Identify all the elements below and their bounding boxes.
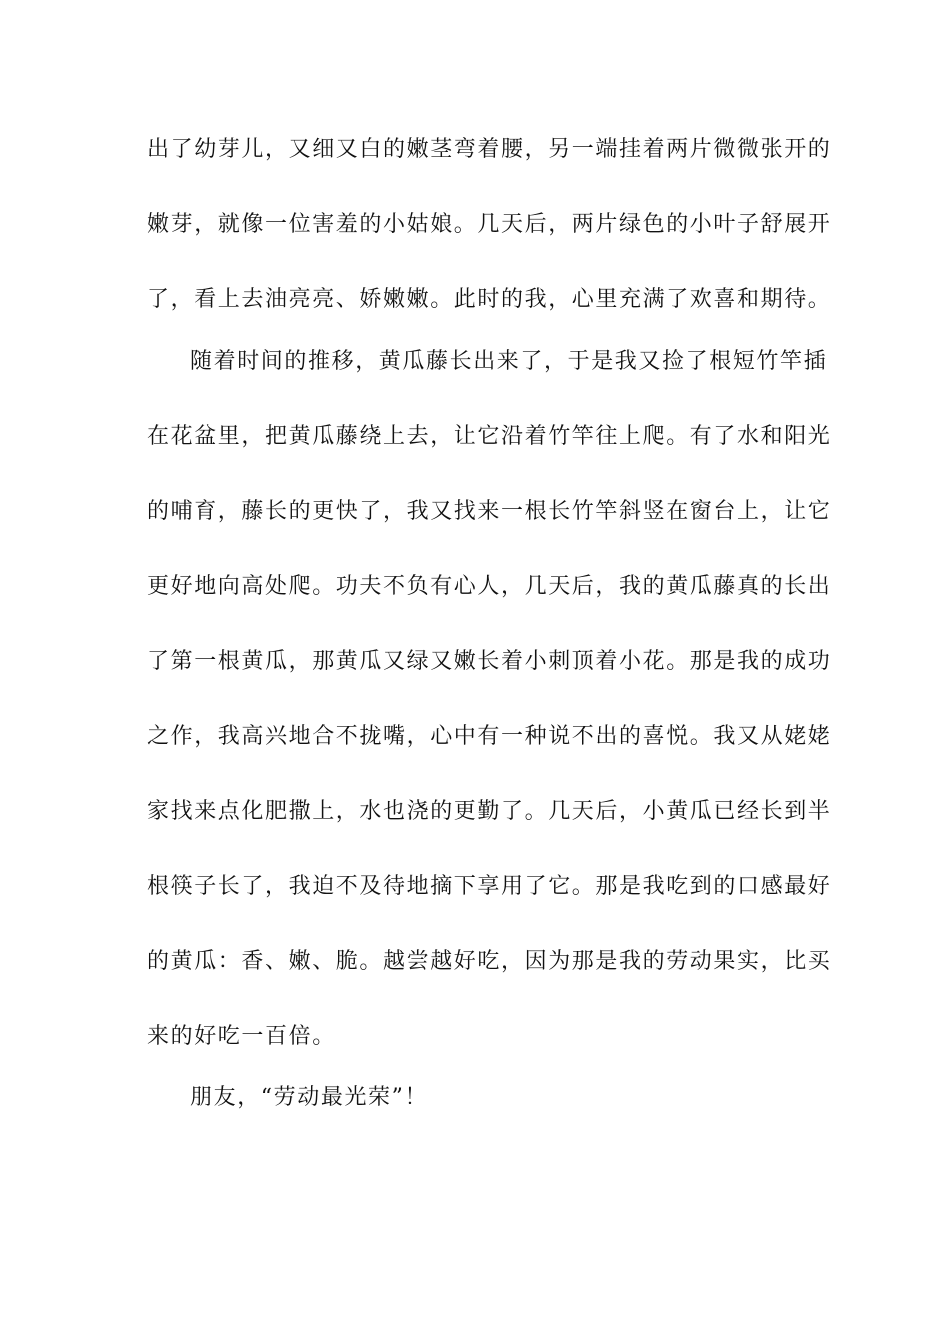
body-text-line: 的黄瓜：香、嫩、脆。越尝越好吃，因为那是我的劳动果实，比买 [147,949,832,974]
closing-paragraph: 朋友，“劳动最光荣”！ [190,1085,429,1110]
body-text-line: 的哺育，藤长的更快了，我又找来一根长竹竿斜竖在窗台上，让它 [147,499,832,524]
body-text-line: 根筷子长了，我迫不及待地摘下享用了它。那是我吃到的口感最好 [147,874,832,899]
paragraph-first-line: 随着时间的推移，黄瓜藤长出来了，于是我又捡了根短竹竿插 [190,349,828,374]
body-text-line: 了，看上去油亮亮、娇嫩嫩。此时的我，心里充满了欢喜和期待。 [147,287,832,312]
body-text-line: 家找来点化肥撒上，水也浇的更勤了。几天后，小黄瓜已经长到半 [147,799,832,824]
body-text-line: 了第一根黄瓜，那黄瓜又绿又嫩长着小刺顶着小花。那是我的成功 [147,649,832,674]
body-text-line: 之作，我高兴地合不拢嘴，心中有一种说不出的喜悦。我又从姥姥 [147,724,832,749]
body-text-line: 来的好吃一百倍。 [147,1024,336,1049]
body-text-line: 更好地向高处爬。功夫不负有心人，几天后，我的黄瓜藤真的长出 [147,574,832,599]
body-text-line: 出了幼芽儿，又细又白的嫩茎弯着腰，另一端挂着两片微微张开的 [147,137,832,162]
body-text-line: 嫩芽，就像一位害羞的小姑娘。几天后，两片绿色的小叶子舒展开 [147,212,832,237]
body-text-line: 在花盆里，把黄瓜藤绕上去，让它沿着竹竿往上爬。有了水和阳光 [147,424,832,449]
